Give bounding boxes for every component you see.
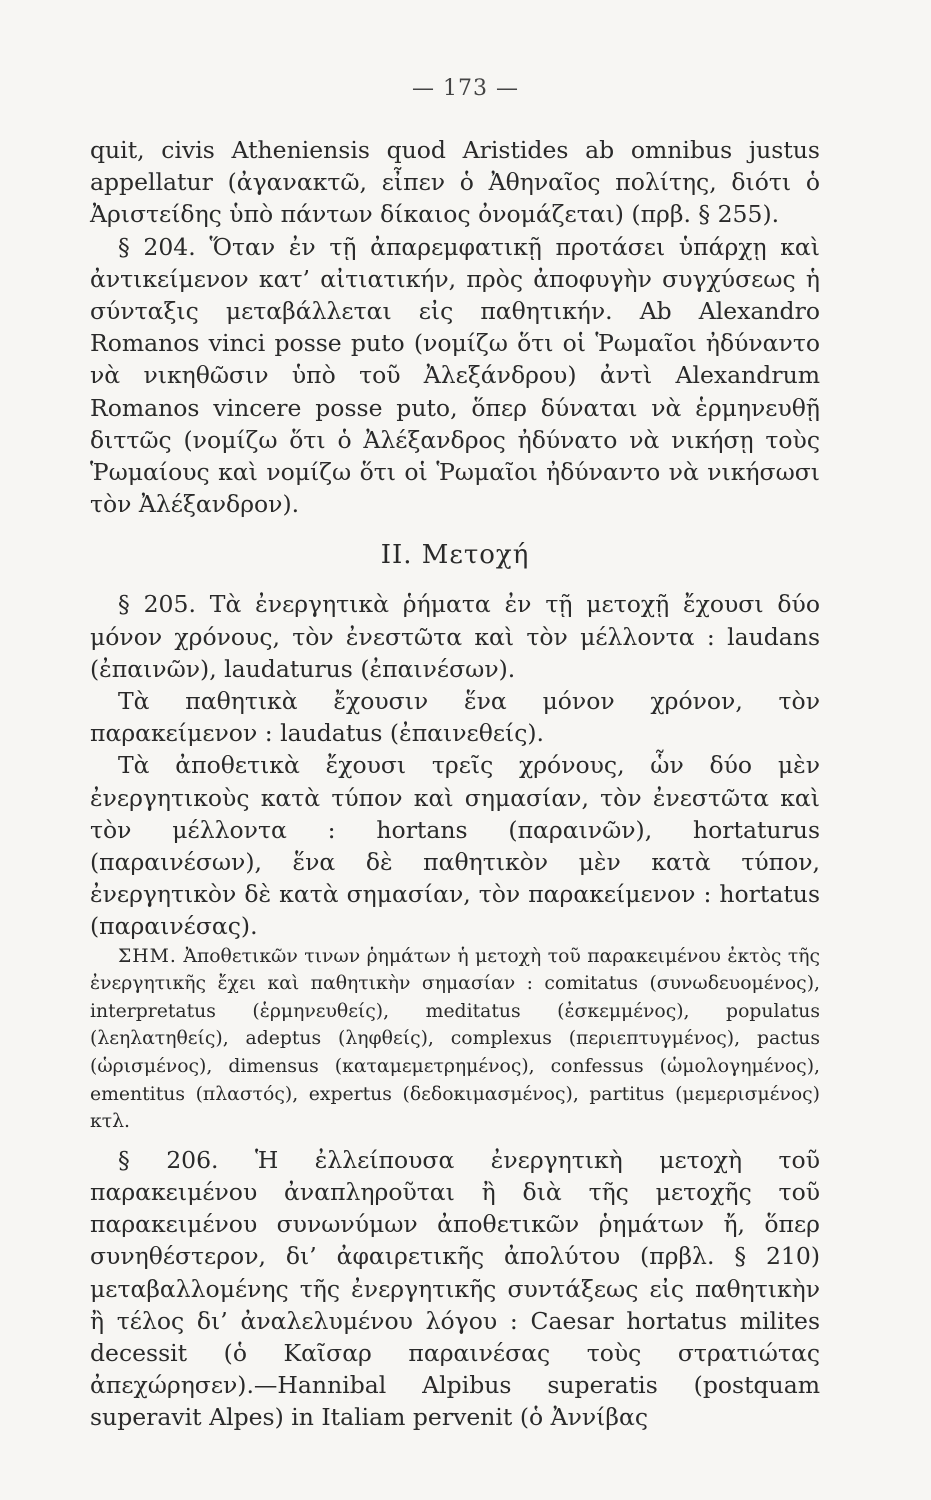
note-paragraph (90, 943, 820, 1136)
paragraph-section-204: § 204. Ὅταν ἐν τῇ ἀπαρεμφατικῇ προτάσει ὑπάρχῃ καὶ ἀντικείμενον κατ’ αἰτιατικήν, πρὸς ἀποφυγὴν συγχύσεως ἡ σύνταξις μεταβάλλεται εἰς παθητικήν. Ab Alexandro Romanos vinci posse puto (νομίζω ὅτι οἱ Ῥωμαῖοι ἠδύναντο νὰ νικηθῶσιν ὑπὸ τοῦ Ἀλεξάνδρου) ἀντὶ Alexandrum Romanos vincere posse puto, ὅπερ δύναται νὰ ἑρμηνευθῇ διττῶς (νομίζω ὅτι ὁ Ἀλέξανδρος ἠδύνατο νὰ νικήσῃ τοὺς Ῥωμαίους καὶ νομίζω ὅτι οἱ Ῥωμαῖοι ἠδύναντο νὰ νικήσωσι τὸν Ἀλέξανδρον). (90, 232, 820, 519)
paragraph-section-206: § 206. Ἡ ἐλλείπουσα ἐνεργητικὴ μετοχὴ τοῦ παρακειμένου ἀναπληροῦται ἢ διὰ τῆς μετοχῆς τοῦ παρακειμένου συνωνύμων ἀποθετικῶν ῥημάτων ἤ, ὅπερ συνηθέστερον, δι’ ἀφαιρετικῆς ἀπολύτου (πρβλ. § 210) μεταβαλλομένης τῆς ἐνεργητικῆς συντάξεως εἰς παθητικὴν ἢ τέλος δι’ ἀναλελυμένου λόγου : Caesar hortatus milites decessit (ὁ Καῖσαρ παραινέσας τοὺς στρατιώτας ἀπεχώρησεν).—Hannibal Alpibus superatis (postquam superavit Alpes) in Italiam pervenit (ὁ Ἀννίβας (90, 1145, 820, 1432)
paragraph-continuation: quit, civis Atheniensis quod Aristides ab omnibus justus appellatur (ἀγανακτῶ, εἶπεν ὁ Ἀθηναῖος πολίτης, διότι ὁ Ἀριστείδης ὑπὸ πάντων δίκαιος ὀνομάζεται) (πρβ. § 255). (90, 136, 820, 229)
page-body (90, 134, 820, 1434)
note-text: Ἀποθετικῶν τινων ῥημάτων ἡ μετοχὴ τοῦ παρακειμένου ἐκτὸς τῆς ἐνεργητικῆς ἔχει καὶ παθητικὴν σημασίαν : comitatus (συνωδευομένος), interpretatus (ἑρμηνευθείς), meditatus (ἐσκεμμένος), populatus (λεηλατηθείς), adeptus (ληφθείς), complexus (περιεπτυγμένος), pactus (ὡρισμένος), dimensus (καταμεμετρημένος), confessus (ὡμολογημένος), ementitus (πλαστός), expertus (δεδοκιμασμένος), partitus (μεμερισμένος) κτλ. (90, 945, 820, 1133)
paragraph-section-205: § 205. Τὰ ἐνεργητικὰ ῥήματα ἐν τῇ μετοχῇ ἔχουσι δύο μόνον χρόνους, τὸν ἐνεστῶτα καὶ τὸν μέλλοντα : laudans (ἐπαινῶν), laudaturus (ἐπαινέσων). (90, 590, 820, 683)
chapter-heading: II. Μετοχή (380, 540, 530, 571)
page-number: — 173 — (412, 76, 519, 101)
paragraph-deponent: Τὰ ἀποθετικὰ ἔχουσι τρεῖς χρόνους, ὧν δύο μὲν ἐνεργητικοὺς κατὰ τύπον καὶ σημασίαν, τὸν ἐνεστῶτα καὶ τὸν μέλλοντα : hortans (παραινῶν), hortaturus (παραινέσων), ἕνα δὲ παθητικὸν μὲν κατὰ τύπον, ἐνεργητικὸν δὲ κατὰ σημασίαν, τὸν παρακείμενον : hortatus (παραινέσας). (90, 751, 820, 941)
paragraph-passive: Τὰ παθητικὰ ἔχουσιν ἕνα μόνον χρόνον, τὸν παρακείμενον : laudatus (ἐπαινεθείς). (90, 687, 820, 748)
note-label: ΣΗΜ. (118, 945, 177, 967)
